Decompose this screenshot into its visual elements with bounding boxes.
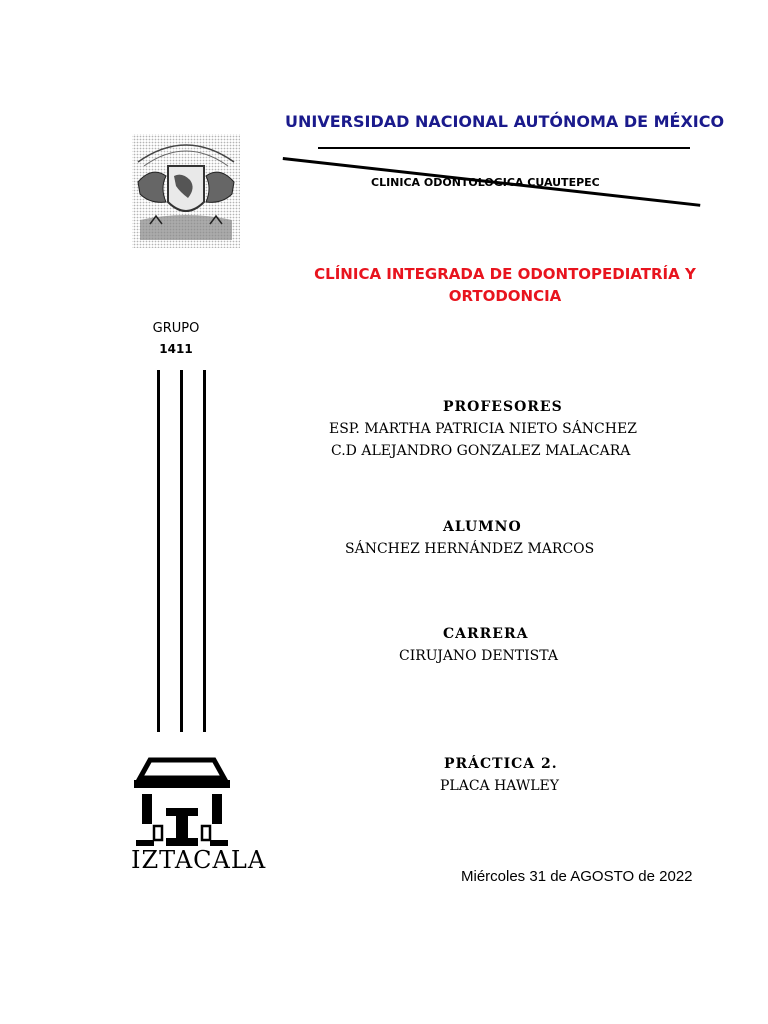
group-number: 1411 — [159, 342, 193, 356]
course-title — [290, 263, 720, 307]
student-name: SÁNCHEZ HERNÁNDEZ MARCOS — [345, 541, 595, 557]
iztacala-wordmark: IZTACALA — [131, 846, 267, 874]
professor-name-2: C.D ALEJANDRO GONZALEZ MALACARA — [331, 443, 631, 459]
course-title-line2: ORTODONCIA — [448, 287, 562, 305]
clinic-name: CLINICA ODONTOLOGICA CUAUTEPEC — [371, 176, 600, 189]
career-heading: CARRERA — [443, 626, 529, 642]
date-line: Miércoles 31 de AGOSTO de 2022 — [461, 868, 693, 885]
header-divider — [318, 147, 690, 149]
professors-heading: PROFESORES — [443, 399, 563, 415]
course-title-line1: CLÍNICA INTEGRADA DE ODONTOPEDIATRÍA Y — [314, 265, 696, 283]
student-heading: ALUMNO — [443, 519, 522, 535]
iztacala-logo — [132, 756, 232, 848]
vertical-bar-left — [157, 370, 160, 732]
unam-seal — [130, 132, 242, 250]
university-title: UNIVERSIDAD NACIONAL AUTÓNOMA DE MÉXICO — [285, 112, 725, 131]
group-label: GRUPO — [152, 321, 200, 336]
vertical-bar-middle — [180, 370, 183, 732]
career-name: CIRUJANO DENTISTA — [399, 648, 558, 664]
vertical-bar-right — [203, 370, 206, 732]
practice-heading: PRÁCTICA 2. — [444, 756, 558, 772]
group-block — [150, 318, 202, 360]
practice-name: PLACA HAWLEY — [440, 778, 559, 794]
professor-name-1: ESP. MARTHA PATRICIA NIETO SÁNCHEZ — [329, 421, 637, 437]
